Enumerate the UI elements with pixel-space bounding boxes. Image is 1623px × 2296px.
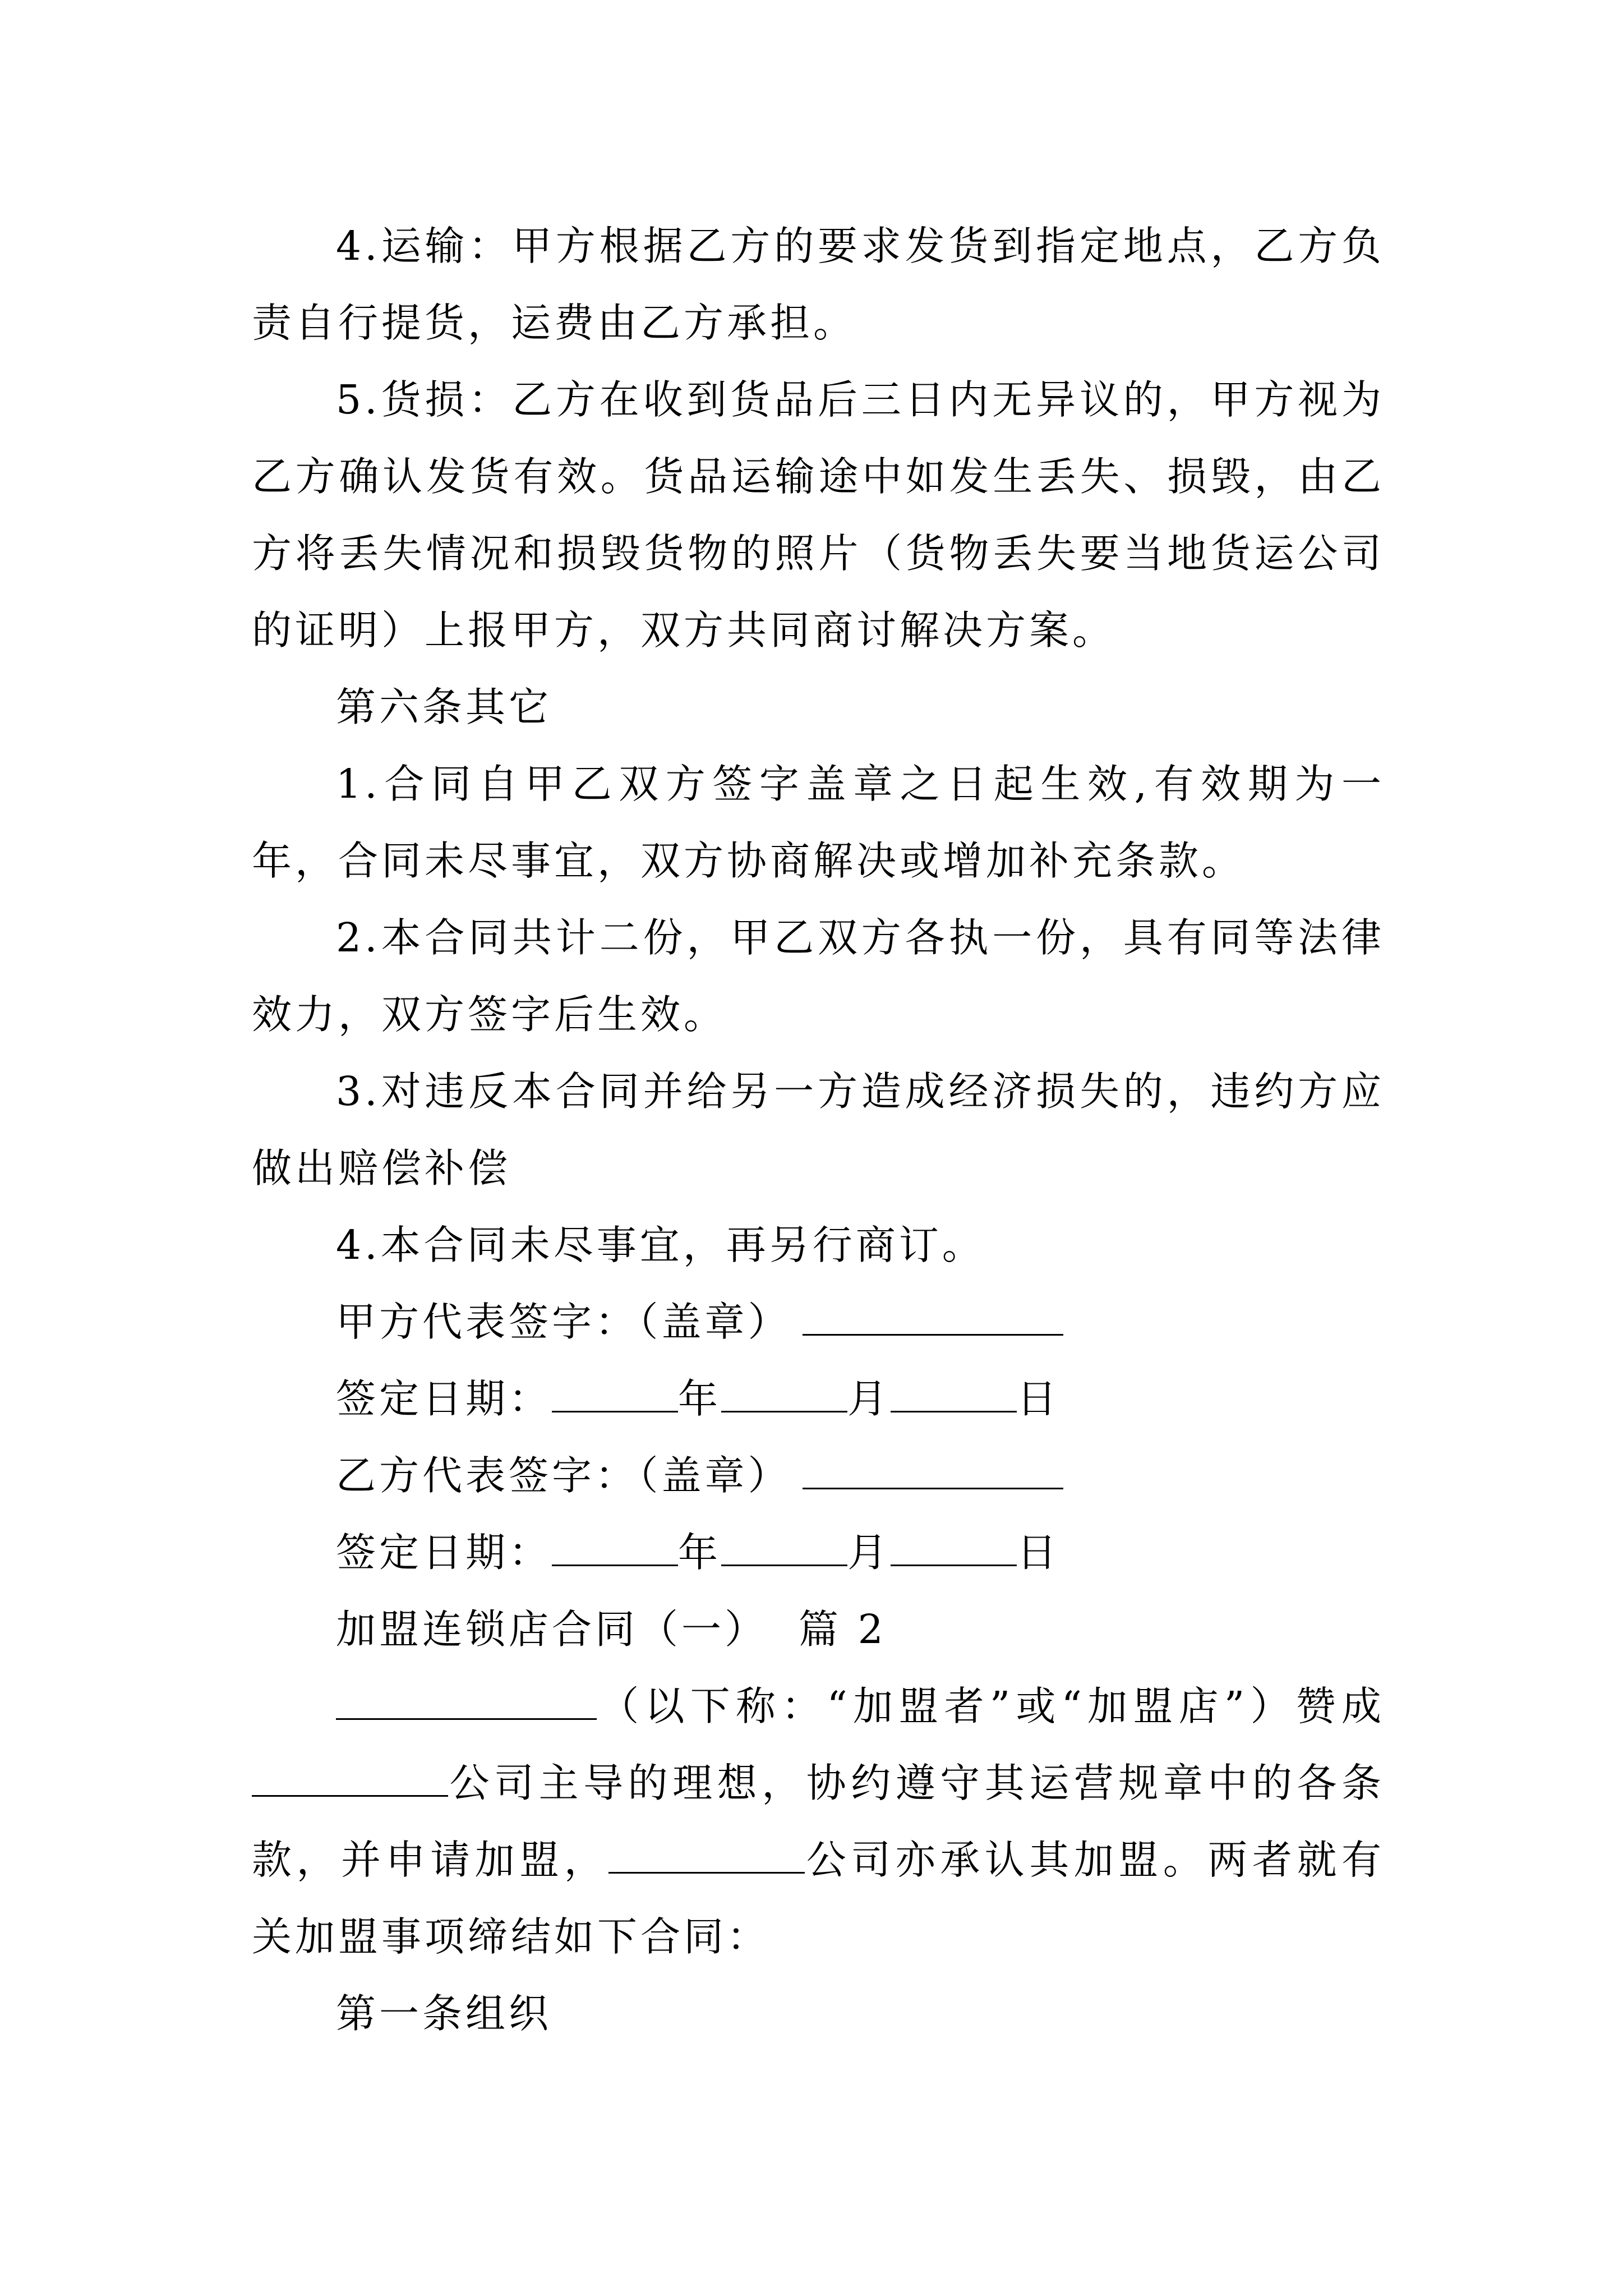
article1-title: 第一条组织 bbox=[336, 1990, 552, 2037]
day-label: 日 bbox=[1017, 1375, 1061, 1422]
party-a-date-line bbox=[252, 1360, 1385, 1437]
franchisee-name-blank[interactable] bbox=[336, 1682, 597, 1720]
franchise-intro bbox=[252, 1668, 1385, 1975]
day-label: 日 bbox=[1017, 1529, 1061, 1576]
day-blank[interactable] bbox=[891, 1375, 1017, 1412]
franchise-intro-c: 公司亦承认其加盟。两者就有关加盟事项缔结如下合同： bbox=[252, 1837, 1385, 1960]
month-blank[interactable] bbox=[721, 1375, 847, 1412]
day-blank[interactable] bbox=[891, 1529, 1017, 1566]
year-label: 年 bbox=[678, 1375, 722, 1422]
clause-copies: 2.本合同共计二份，甲乙双方各执一份，具有同等法律效力，双方签字后生效。 bbox=[252, 914, 1385, 1038]
month-label: 月 bbox=[847, 1529, 891, 1576]
franchise-intro-a: （以下称：“加盟者”或“加盟店”）赞成 bbox=[597, 1683, 1385, 1729]
party-a-signature-line bbox=[252, 1283, 1385, 1360]
date-label: 签定日期： bbox=[336, 1375, 552, 1422]
clause-damage: 5.货损：乙方在收到货品后三日内无异议的，甲方视为乙方确认发货有效。货品运输途中如发生丢失、损毁，由乙方将丢失情况和损毁货物的照片（货物丢失要当地货运公司的证明）上报甲方，双方共同商讨解决方案。 bbox=[252, 376, 1385, 654]
company-name-blank-1[interactable] bbox=[252, 1759, 448, 1797]
year-label: 年 bbox=[678, 1529, 722, 1576]
contract2-part: 篇 2 bbox=[799, 1606, 887, 1653]
date-label: 签定日期： bbox=[336, 1529, 552, 1576]
franchise-intro-b: 公司主导的理想，协约遵守其运营规章中的各条款，并申请加盟， bbox=[252, 1760, 1385, 1883]
party-b-signature-line bbox=[252, 1437, 1385, 1514]
party-b-signature-blank[interactable] bbox=[803, 1452, 1063, 1489]
clause-breach: 3.对违反本合同并给另一方造成经济损失的，违约方应做出赔偿补偿 bbox=[252, 1068, 1385, 1191]
party-b-date-line bbox=[252, 1514, 1385, 1591]
article6-title: 第六条其它 bbox=[336, 684, 552, 730]
year-blank[interactable] bbox=[552, 1529, 678, 1566]
clause-effective: 1.合同自甲乙双方签字盖章之日起生效,有效期为一年，合同未尽事宜，双方协商解决或增加补充条款。 bbox=[252, 761, 1385, 884]
clause-other: 4.本合同未尽事宜，再另行商订。 bbox=[336, 1222, 985, 1268]
party-b-sign-label: 乙方代表签字：（盖章） bbox=[336, 1452, 791, 1499]
company-name-blank-2[interactable] bbox=[608, 1836, 805, 1874]
party-a-sign-label: 甲方代表签字：（盖章） bbox=[336, 1299, 791, 1345]
contract2-title: 加盟连锁店合同（一） bbox=[336, 1606, 768, 1653]
year-blank[interactable] bbox=[552, 1375, 678, 1412]
month-label: 月 bbox=[847, 1375, 891, 1422]
clause-transport: 4.运输：甲方根据乙方的要求发货到指定地点，乙方负责自行提货，运费由乙方承担。 bbox=[252, 223, 1385, 346]
contract2-heading bbox=[252, 1591, 1385, 1668]
party-a-signature-blank[interactable] bbox=[803, 1298, 1063, 1336]
month-blank[interactable] bbox=[721, 1529, 847, 1566]
document-body bbox=[252, 208, 1385, 2052]
